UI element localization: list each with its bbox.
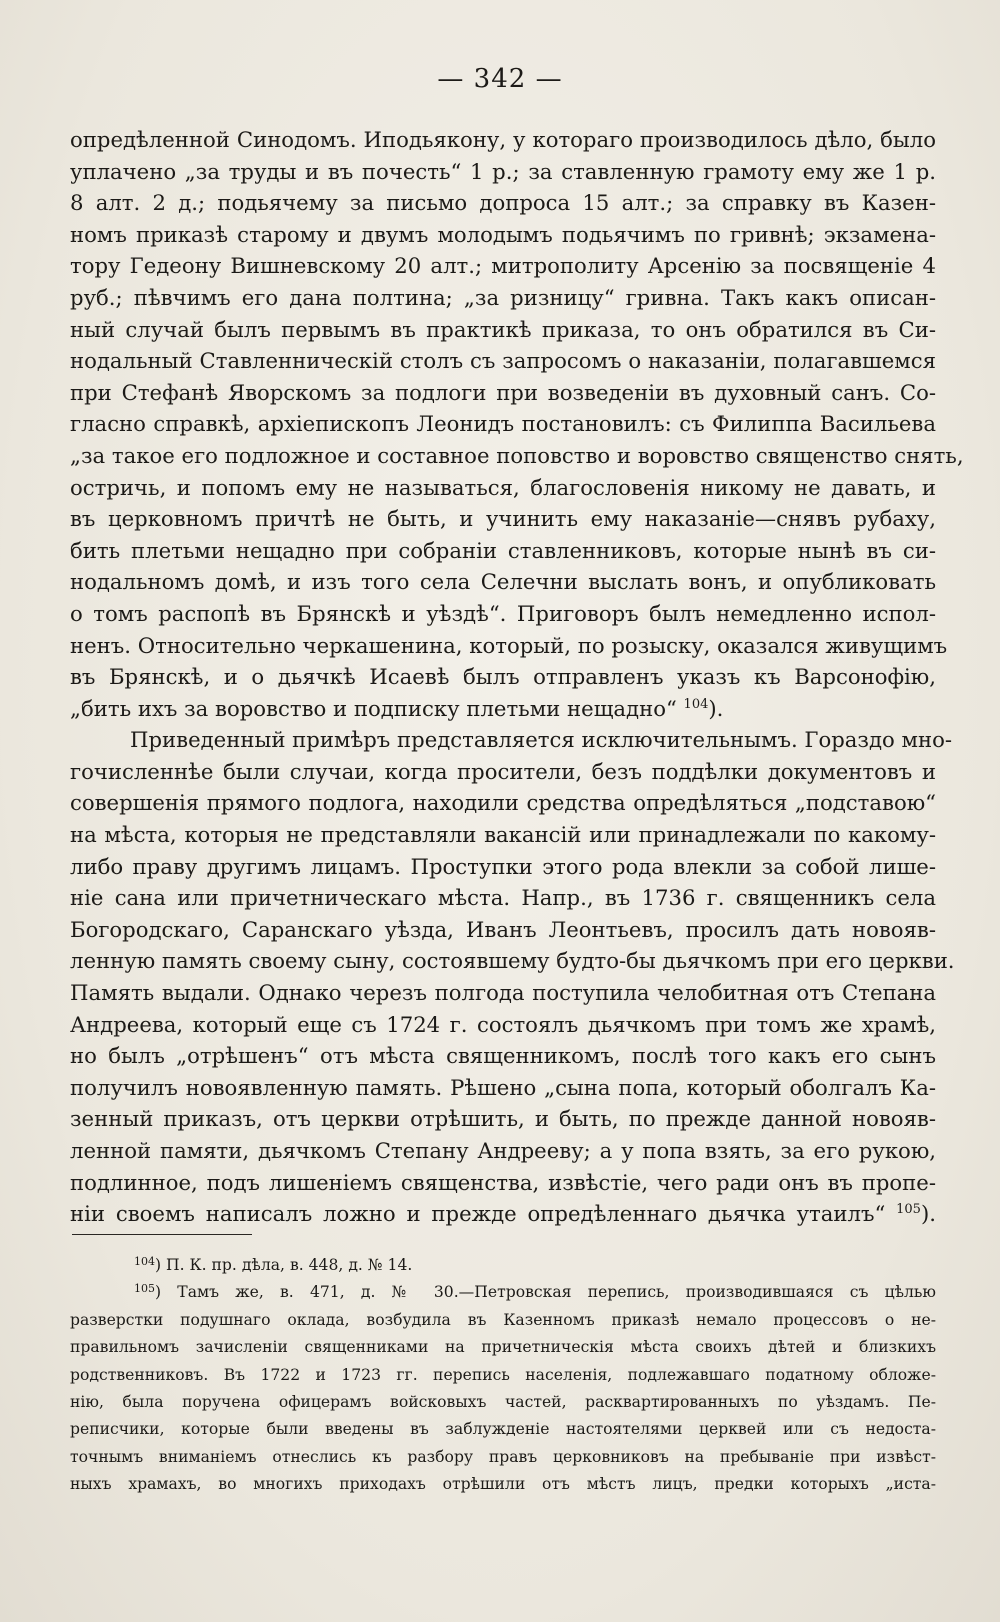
text-line: подлинное, подъ лишеніемъ священства, извѣстіе, чего ради онъ въ пропе-	[70, 1169, 936, 1195]
line-text: „бить ихъ за воровство и подписку плетьми нещадно“	[70, 695, 677, 721]
text-line: о томъ распопѣ въ Брянскѣ и уѣздѣ“. Приговоръ былъ немедленно испол-	[70, 600, 936, 626]
footnote-mark: 104	[134, 1255, 155, 1268]
main-text	[70, 124, 964, 1230]
text-line: получилъ новоявленную память. Рѣшено „сына попа, который оболгалъ Ка-	[70, 1074, 936, 1100]
text-line: зенный приказъ, отъ церкви отрѣшить, и быть, по прежде данной новояв-	[70, 1106, 936, 1132]
text-line: ненъ. Относительно черкашенина, который, по розыску, оказался живущимъ	[70, 632, 948, 658]
footnote-divider	[72, 1234, 252, 1235]
footnote-text: ) Тамъ же, в. 471, д. № 30.—Петровская перепись, производившаяся съ цѣлью	[155, 1283, 936, 1302]
text-line: ленной памяти, дьячкомъ Степану Андрееву; а у попа взять, за его рукою,	[70, 1138, 936, 1163]
footnote-mark: 105	[134, 1282, 155, 1296]
footnote-text: ) П. К. пр. дѣла, в. 448, д. № 14.	[155, 1256, 413, 1274]
text-line: опредѣленной Синодомъ. Иподьякону, у котораго производилось дѣло, было	[70, 127, 936, 152]
text-line: гочисленнѣе были случаи, когда просители, безъ поддѣлки документовъ и	[70, 758, 936, 784]
text-line: ный случай былъ первымъ въ практикѣ приказа, то онъ обратился въ Си-	[70, 316, 936, 342]
page-number: — 342 —	[437, 64, 563, 94]
text-line: нодальный Ставленническій столъ съ запросомъ о наказаніи, полагавшемся	[70, 348, 936, 374]
text-line: Богородскаго, Саранскаго уѣзда, Иванъ Леонтьевъ, просилъ дать новояв-	[70, 916, 936, 942]
text-line: ленную память своему сыну, состоявшему будто-бы дьячкомъ при его церкви.	[70, 948, 955, 974]
text-line: „за такое его подложное и составное поповство и воровство священство снять,	[70, 442, 964, 468]
paragraph-1	[70, 124, 964, 724]
text-line: уплачено „за труды и въ почесть“ 1 р.; за ставленную грамоту ему же 1 р.	[70, 158, 936, 184]
text-line: при Стефанѣ Яворскомъ за подлоги при возведеніи въ духовный санъ. Со-	[70, 379, 936, 405]
text-line: въ Брянскѣ, и о дьячкѣ Исаевѣ былъ отправленъ указъ къ Варсонофію,	[70, 664, 936, 690]
text-line: Память выдали. Однако черезъ полгода поступила челобитная отъ Степана	[70, 980, 936, 1006]
text-line: ніе сана или причетническаго мѣста. Напр., въ 1736 г. священникъ села	[70, 885, 936, 911]
text-line: руб.; пѣвчимъ его дана полтина; „за ризницу“ гривна. Такъ какъ описан-	[70, 284, 936, 310]
footnotes	[70, 1252, 936, 1499]
footnote-ref-105[interactable]: 105	[896, 1202, 921, 1218]
text-line: на мѣста, которыя не представляли вакансій или принадлежали по какому-	[70, 822, 936, 848]
text-line: совершенія прямого подлога, находили средства опредѣляться „подставою“	[70, 790, 936, 816]
footnote-104	[70, 1252, 936, 1279]
text-line: бить плетьми нещадно при собраніи ставленниковъ, которые нынѣ въ си-	[70, 537, 936, 563]
footnote-105	[70, 1279, 936, 1306]
footnote-line: правильномъ зачисленіи священниками на причетническія мѣста своихъ дѣтей и близкихъ	[70, 1338, 936, 1357]
text-line: 8 алт. 2 д.; подьячему за письмо допроса 15 алт.; за справку въ Казен-	[70, 190, 936, 216]
text-line: номъ приказѣ старому и двумъ молодымъ подьячимъ по гривнѣ; экзамена-	[70, 221, 936, 247]
text-line: гласно справкѣ, архіепископъ Леонидъ постановилъ: съ Филиппа Васильева	[70, 411, 936, 437]
text-line	[70, 1198, 936, 1230]
footnote-line: точнымъ вниманіемъ отнеслись къ разбору правъ церковниковъ на пребываніе при извѣст-	[70, 1447, 936, 1466]
footnote-line: ныхъ храмахъ, во многихъ приходахъ отрѣшили отъ мѣстъ лицъ, предки которыхъ „иста-	[70, 1475, 936, 1494]
footnote-ref-close: ).	[920, 1201, 936, 1227]
footnote-line: родственниковъ. Въ 1722 и 1723 гг. перепись населенія, подлежавшаго податному обложе-	[70, 1365, 936, 1384]
text-line: въ церковномъ причтѣ не быть, и учинить ему наказаніе—снявъ рубаху,	[70, 506, 936, 532]
text-line: остричь, и попомъ ему не называться, благословенія никому не давать, и	[70, 474, 936, 500]
text-line: тору Гедеону Вишневскому 20 алт.; митрополиту Арсенію за посвященіе 4	[70, 253, 936, 279]
footnote-ref-104[interactable]: 104	[683, 696, 709, 712]
footnote-ref-close: ).	[708, 695, 724, 721]
line-text: ніи своемъ написалъ ложно и прежде опредѣленнаго дьячка утаилъ“	[70, 1201, 886, 1227]
footnote-line: разверстки подушнаго оклада, возбудила въ Казенномъ приказѣ немало процессовъ о не-	[70, 1310, 936, 1329]
text-line: Приведенный примѣръ представляется исключительнымъ. Гораздо мно-	[130, 727, 953, 753]
text-line: нодальномъ домѣ, и изъ того села Селечни выслать вонъ, и опубликовать	[70, 569, 936, 595]
text-line	[70, 693, 936, 725]
text-line: Андреева, который еще съ 1724 г. состоялъ дьячкомъ при томъ же храмѣ,	[70, 1011, 936, 1037]
footnote-line: реписчики, которые были введены въ заблужденіе настоятелями церквей или съ недоста-	[70, 1420, 936, 1439]
text-line: но былъ „отрѣшенъ“ отъ мѣста священникомъ, послѣ того какъ его сынъ	[70, 1043, 936, 1069]
paragraph-2	[70, 724, 955, 1230]
footnote-line: нію, была поручена офицерамъ войсковыхъ частей, расквартированныхъ по уѣздамъ. Пе-	[70, 1393, 936, 1412]
text-line: либо праву другимъ лицамъ. Проступки этого рода влекли за собой лише-	[70, 853, 936, 879]
